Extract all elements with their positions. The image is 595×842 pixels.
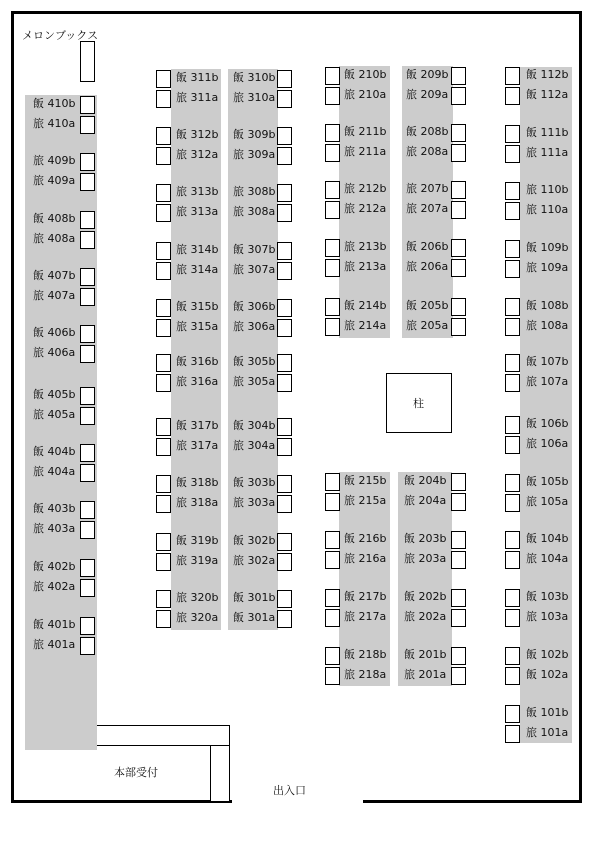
booth-seat <box>505 474 520 492</box>
booth-seat <box>325 318 340 336</box>
booth-seat <box>156 610 171 628</box>
booth-label: 旅 201a <box>404 668 447 681</box>
booth-seat <box>156 495 171 513</box>
booth-label: 飯 407b <box>33 269 76 282</box>
booth-seat <box>156 418 171 436</box>
booth-label: 飯 209b <box>406 68 449 81</box>
booth-seat <box>156 475 171 493</box>
booth-seat <box>80 521 95 539</box>
booth-label: 旅 406a <box>33 346 76 359</box>
booth-label: 飯 201b <box>404 648 447 661</box>
booth-seat <box>277 299 292 317</box>
booth-seat <box>451 67 466 85</box>
booth-seat <box>325 493 340 511</box>
booth-seat <box>277 127 292 145</box>
booth-seat <box>325 67 340 85</box>
booth-label: 旅 202a <box>404 610 447 623</box>
booth-seat <box>156 204 171 222</box>
booth-label: 旅 204a <box>404 494 447 507</box>
hq-label: 本部受付 <box>114 766 158 779</box>
booth-seat <box>505 182 520 200</box>
booth-seat <box>156 70 171 88</box>
booth-seat <box>156 553 171 571</box>
booth-seat <box>80 325 95 343</box>
booth-seat <box>156 590 171 608</box>
booth-seat <box>505 374 520 392</box>
booth-seat <box>277 418 292 436</box>
booth-seat <box>80 96 95 114</box>
booth-seat <box>505 647 520 665</box>
booth-label: 飯 112a <box>526 88 569 101</box>
booth-seat <box>277 90 292 108</box>
booth-label: 旅 308b <box>233 185 276 198</box>
booth-label: 旅 303a <box>233 496 276 509</box>
booth-label: 飯 302b <box>233 534 276 547</box>
booth-label: 旅 312a <box>176 148 219 161</box>
booth-label: 旅 212b <box>344 182 387 195</box>
booth-label: 旅 314a <box>176 263 219 276</box>
booth-label: 旅 106a <box>526 437 569 450</box>
booth-label: 旅 403a <box>33 522 76 535</box>
booth-label: 旅 407a <box>33 289 76 302</box>
booth-label: 飯 305b <box>233 355 276 368</box>
booth-seat <box>325 201 340 219</box>
booth-seat <box>80 559 95 577</box>
booth-label: 飯 303b <box>233 476 276 489</box>
booth-label: 旅 302a <box>233 554 276 567</box>
booth-label: 旅 217a <box>344 610 387 623</box>
booth-seat <box>451 259 466 277</box>
booth-label: 飯 208b <box>406 125 449 138</box>
sponsor-label: メロンブックス <box>22 29 99 42</box>
booth-label: 飯 301a <box>233 611 276 624</box>
booth-seat <box>80 211 95 229</box>
booth-label: 旅 209a <box>406 88 449 101</box>
booth-label: 旅 318a <box>176 496 219 509</box>
booth-seat <box>156 319 171 337</box>
booth-label: 飯 301b <box>233 591 276 604</box>
booth-seat <box>277 184 292 202</box>
booth-seat <box>80 617 95 635</box>
booth-seat <box>156 184 171 202</box>
booth-label: 飯 315b <box>176 300 219 313</box>
booth-seat <box>277 262 292 280</box>
booth-label: 飯 106b <box>526 417 569 430</box>
booth-label: 旅 108a <box>526 319 569 332</box>
booth-seat <box>505 705 520 723</box>
booth-seat <box>80 268 95 286</box>
booth-label: 旅 110a <box>526 203 569 216</box>
booth-seat <box>277 533 292 551</box>
booth-label: 飯 202b <box>404 590 447 603</box>
booth-label: 飯 102b <box>526 648 569 661</box>
booth-label: 旅 207a <box>406 202 449 215</box>
sponsor-booth <box>80 41 95 82</box>
booth-seat <box>325 124 340 142</box>
booth-seat <box>156 90 171 108</box>
booth-seat <box>277 590 292 608</box>
booth-seat <box>156 242 171 260</box>
booth-seat <box>80 173 95 191</box>
booth-label: 旅 315a <box>176 320 219 333</box>
booth-label: 旅 308a <box>233 205 276 218</box>
booth-seat <box>505 354 520 372</box>
booth-label: 旅 314b <box>176 243 219 256</box>
booth-label: 旅 203a <box>404 552 447 565</box>
booth-label: 旅 212a <box>344 202 387 215</box>
booth-label: 飯 205b <box>406 299 449 312</box>
booth-seat <box>451 318 466 336</box>
booth-label: 飯 402b <box>33 560 76 573</box>
booth-label: 旅 310a <box>233 91 276 104</box>
booth-seat <box>277 319 292 337</box>
booth-seat <box>156 374 171 392</box>
booth-seat <box>325 87 340 105</box>
booth-seat <box>505 125 520 143</box>
booth-seat <box>451 87 466 105</box>
booth-seat <box>451 531 466 549</box>
booth-row-r1 <box>520 67 572 743</box>
booth-label: 飯 103b <box>526 590 569 603</box>
booth-seat <box>156 354 171 372</box>
booth-label: 飯 410b <box>33 97 76 110</box>
booth-seat <box>505 318 520 336</box>
booth-label: 旅 319a <box>176 554 219 567</box>
booth-label: 飯 105b <box>526 475 569 488</box>
booth-label: 飯 112b <box>526 68 569 81</box>
booth-seat <box>325 667 340 685</box>
booth-seat <box>451 667 466 685</box>
entrance-label: 出入口 <box>273 784 306 797</box>
booth-label: 飯 218b <box>344 648 387 661</box>
entrance-opening <box>232 798 363 810</box>
booth-label: 飯 304b <box>233 419 276 432</box>
booth-label: 飯 406b <box>33 326 76 339</box>
booth-seat <box>451 201 466 219</box>
booth-seat <box>277 242 292 260</box>
booth-seat <box>80 345 95 363</box>
pillar-label: 柱 <box>413 397 424 410</box>
booth-label: 旅 105a <box>526 495 569 508</box>
booth-seat <box>325 531 340 549</box>
booth-label: 旅 316a <box>176 375 219 388</box>
booth-seat <box>451 298 466 316</box>
booth-seat <box>80 231 95 249</box>
booth-seat <box>505 416 520 434</box>
booth-label: 旅 409a <box>33 174 76 187</box>
booth-seat <box>325 609 340 627</box>
booth-seat <box>277 495 292 513</box>
booth-label: 旅 205a <box>406 319 449 332</box>
booth-seat <box>325 551 340 569</box>
booth-label: 飯 109b <box>526 241 569 254</box>
booth-label: 飯 108b <box>526 299 569 312</box>
booth-seat <box>277 374 292 392</box>
booth-seat <box>156 147 171 165</box>
booth-seat <box>505 67 520 85</box>
booth-seat <box>80 288 95 306</box>
booth-seat <box>80 637 95 655</box>
booth-label: 飯 317b <box>176 419 219 432</box>
booth-seat <box>451 609 466 627</box>
booth-label: 旅 208a <box>406 145 449 158</box>
booth-label: 旅 206a <box>406 260 449 273</box>
booth-seat <box>451 551 466 569</box>
booth-seat <box>80 153 95 171</box>
booth-label: 飯 306b <box>233 300 276 313</box>
booth-seat <box>80 387 95 405</box>
booth-seat <box>505 667 520 685</box>
booth-seat <box>325 181 340 199</box>
booth-label: 旅 410a <box>33 117 76 130</box>
hq-desk-side <box>210 745 230 802</box>
booth-label: 旅 307a <box>233 263 276 276</box>
booth-label: 旅 101a <box>526 726 569 739</box>
booth-seat <box>277 204 292 222</box>
booth-label: 旅 214a <box>344 319 387 332</box>
booth-seat <box>451 181 466 199</box>
booth-label: 旅 213a <box>344 260 387 273</box>
booth-seat <box>156 533 171 551</box>
booth-label: 飯 102a <box>526 668 569 681</box>
booth-label: 飯 107b <box>526 355 569 368</box>
booth-label: 飯 104b <box>526 532 569 545</box>
booth-label: 旅 304a <box>233 439 276 452</box>
booth-label: 飯 311b <box>176 71 219 84</box>
booth-seat <box>80 579 95 597</box>
booth-seat <box>505 145 520 163</box>
booth-seat <box>80 444 95 462</box>
booth-seat <box>156 438 171 456</box>
booth-label: 旅 408a <box>33 232 76 245</box>
booth-label: 旅 211a <box>344 145 387 158</box>
booth-label: 飯 316b <box>176 355 219 368</box>
booth-label: 旅 213b <box>344 240 387 253</box>
booth-label: 旅 317a <box>176 439 219 452</box>
booth-label: 旅 216a <box>344 552 387 565</box>
booth-label: 飯 211b <box>344 125 387 138</box>
booth-seat <box>451 493 466 511</box>
booth-label: 飯 319b <box>176 534 219 547</box>
booth-label: 旅 207b <box>406 182 449 195</box>
booth-seat <box>277 147 292 165</box>
booth-label: 旅 103a <box>526 610 569 623</box>
booth-seat <box>80 407 95 425</box>
booth-seat <box>505 609 520 627</box>
booth-seat <box>325 647 340 665</box>
booth-seat <box>156 127 171 145</box>
booth-seat <box>505 260 520 278</box>
booth-label: 旅 404a <box>33 465 76 478</box>
booth-seat <box>325 259 340 277</box>
booth-label: 飯 215b <box>344 474 387 487</box>
booth-seat <box>277 438 292 456</box>
booth-label: 飯 404b <box>33 445 76 458</box>
booth-seat <box>80 116 95 134</box>
booth-label: 飯 210b <box>344 68 387 81</box>
booth-label: 旅 401a <box>33 638 76 651</box>
booth-label: 旅 320a <box>176 611 219 624</box>
booth-label: 旅 320b <box>176 591 219 604</box>
booth-label: 旅 306a <box>233 320 276 333</box>
booth-seat <box>451 124 466 142</box>
booth-label: 飯 217b <box>344 590 387 603</box>
booth-label: 飯 403b <box>33 502 76 515</box>
booth-label: 飯 206b <box>406 240 449 253</box>
booth-label: 飯 214b <box>344 299 387 312</box>
booth-seat <box>505 531 520 549</box>
booth-seat <box>325 589 340 607</box>
booth-label: 旅 109a <box>526 261 569 274</box>
booth-seat <box>277 70 292 88</box>
booth-label: 旅 107a <box>526 375 569 388</box>
booth-label: 旅 313b <box>176 185 219 198</box>
booth-label: 旅 215a <box>344 494 387 507</box>
booth-seat <box>451 473 466 491</box>
booth-label: 旅 313a <box>176 205 219 218</box>
booth-label: 飯 204b <box>404 474 447 487</box>
booth-label: 旅 110b <box>526 183 569 196</box>
booth-seat <box>505 725 520 743</box>
booth-seat <box>451 647 466 665</box>
booth-label: 旅 405a <box>33 408 76 421</box>
booth-label: 飯 101b <box>526 706 569 719</box>
booth-seat <box>156 262 171 280</box>
booth-label: 飯 216b <box>344 532 387 545</box>
booth-label: 飯 111b <box>526 126 569 139</box>
booth-label: 旅 104a <box>526 552 569 565</box>
booth-label: 旅 111a <box>526 146 569 159</box>
booth-label: 飯 405b <box>33 388 76 401</box>
booth-seat <box>325 239 340 257</box>
booth-seat <box>451 589 466 607</box>
booth-seat <box>277 553 292 571</box>
booth-seat <box>80 501 95 519</box>
booth-label: 飯 408b <box>33 212 76 225</box>
booth-seat <box>505 589 520 607</box>
booth-seat <box>277 354 292 372</box>
booth-seat <box>505 240 520 258</box>
booth-label: 旅 402a <box>33 580 76 593</box>
booth-label: 旅 311a <box>176 91 219 104</box>
booth-seat <box>325 298 340 316</box>
booth-seat <box>156 299 171 317</box>
booth-label: 飯 318b <box>176 476 219 489</box>
booth-label: 飯 309b <box>233 128 276 141</box>
booth-seat <box>451 144 466 162</box>
booth-label: 旅 210a <box>344 88 387 101</box>
booth-seat <box>277 475 292 493</box>
booth-seat <box>505 551 520 569</box>
booth-seat <box>505 202 520 220</box>
booth-seat <box>325 144 340 162</box>
booth-seat <box>325 473 340 491</box>
booth-seat <box>505 436 520 454</box>
booth-seat <box>277 610 292 628</box>
booth-label: 飯 312b <box>176 128 219 141</box>
booth-label: 飯 307b <box>233 243 276 256</box>
booth-label: 飯 203b <box>404 532 447 545</box>
booth-label: 旅 305a <box>233 375 276 388</box>
booth-seat <box>80 464 95 482</box>
booth-label: 旅 409b <box>33 154 76 167</box>
booth-label: 旅 218a <box>344 668 387 681</box>
booth-label: 旅 309a <box>233 148 276 161</box>
booth-seat <box>505 87 520 105</box>
booth-seat <box>505 298 520 316</box>
booth-label: 飯 401b <box>33 618 76 631</box>
booth-label: 飯 310b <box>233 71 276 84</box>
booth-seat <box>451 239 466 257</box>
booth-seat <box>505 494 520 512</box>
